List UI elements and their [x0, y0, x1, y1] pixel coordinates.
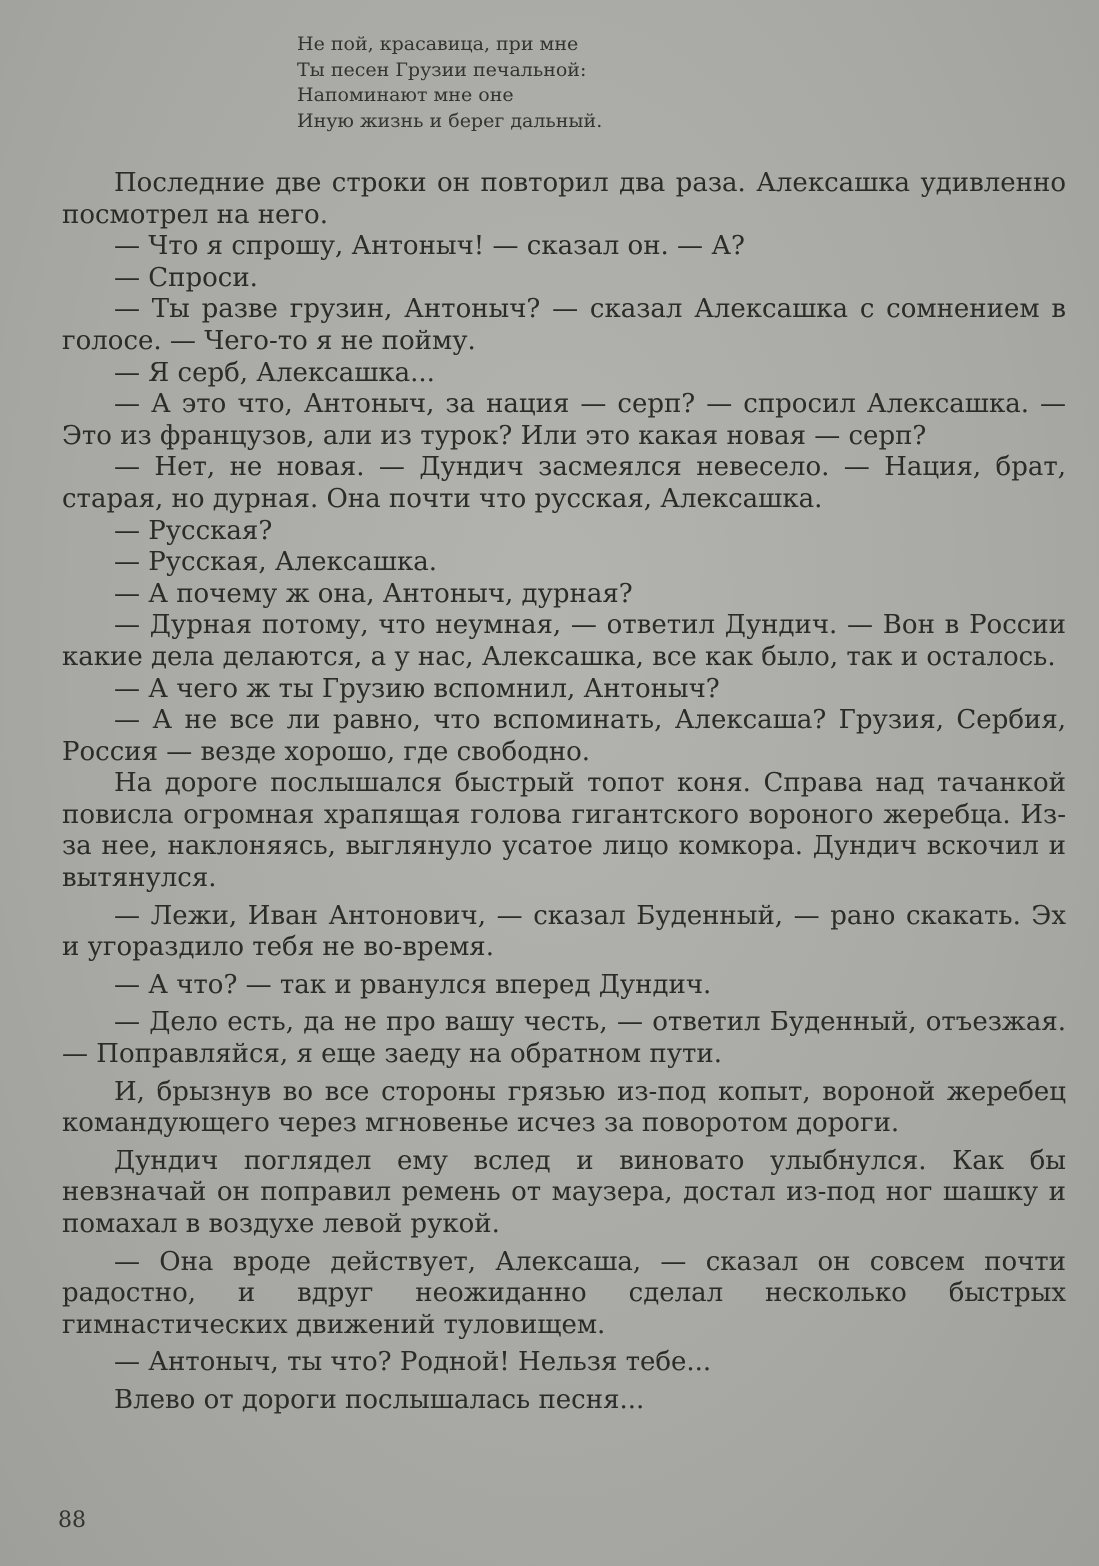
- paragraph: — Русская?: [114, 515, 273, 546]
- paragraph: — А что? — так и рванулся вперед Дундич.: [114, 969, 712, 1000]
- paragraph: — Дело есть, да не про вашу честь, — ответил Буденный, отъезжая. — Поправляйся, я еще заеду на обратном пути.: [62, 1007, 1066, 1070]
- paragraph: — А не все ли равно, что вспоминать, Алексаша? Грузия, Сербия, Россия — везде хорошо, где свободно.: [62, 705, 1066, 767]
- page-number: 88: [58, 1508, 86, 1533]
- paragraph: — А почему ж она, Антоныч, дурная?: [114, 578, 633, 609]
- paragraph: Влево от дороги послышалась песня...: [114, 1384, 645, 1415]
- paragraph: — Нет, не новая. — Дундич засмеялся невесело. — Нация, брат, старая, но дурная. Она почти что русская, Алексашка.: [62, 452, 1066, 514]
- paragraph: — Дурная потому, что неумная, — ответил Дундич. — Вон в России какие дела делаются, а у нас, Алексашка, все как было, так и осталось.: [62, 610, 1066, 672]
- paragraph: — Русская, Алексашка.: [114, 547, 437, 578]
- poem-epigraph: [297, 32, 757, 134]
- paragraph: — Лежи, Иван Антонович, — сказал Буденный, — рано скакать. Эх и угораздило тебя не во-время.: [62, 900, 1066, 963]
- paragraph: — Спроси.: [114, 262, 258, 293]
- paragraph: — А чего ж ты Грузию вспомнил, Антоныч?: [114, 673, 720, 704]
- paragraph: И, брызнув во все стороны грязью из-под копыт, вороной жеребец командующего через мгновенье исчез за поворотом дороги.: [62, 1076, 1066, 1139]
- paragraph: — Ты разве грузин, Антоныч? — сказал Алексашка с сомнением в голосе. — Чего-то я не пойму.: [62, 294, 1066, 356]
- poem-line: Напоминают мне оне: [297, 84, 514, 106]
- paragraph: Последние две строки он повторил два раза. Алексашка удивленно посмотрел на него.: [62, 168, 1066, 230]
- paragraph: Дундич поглядел ему вслед и виновато улыбнулся. Как бы невзначай он поправил ремень от маузера, достал из-под ног шашку и помахал в воздухе левой рукой.: [62, 1145, 1066, 1239]
- paragraph: — Я серб, Алексашка...: [114, 357, 435, 388]
- paragraph: — А это что, Антоныч, за нация — серп? — спросил Алексашка. — Это из французов, али из турок? Или это какая новая — серп?: [62, 389, 1066, 451]
- paragraph: — Она вроде действует, Алексаша, — сказал он совсем почти радостно, и вдруг неожиданно сделал несколько быстрых гимнастических движений туловищем.: [62, 1246, 1066, 1340]
- poem-line: Не пой, красавица, при мне: [297, 33, 579, 55]
- poem-line: Иную жизнь и берег дальный.: [297, 109, 603, 132]
- main-text: [62, 168, 1066, 1417]
- poem-line: Ты песен Грузии печальной:: [297, 58, 587, 81]
- paragraph: — Что я спрошу, Антоныч! — сказал он. — А?: [114, 231, 745, 262]
- paragraph: — Антоныч, ты что? Родной! Нельзя тебе...: [114, 1347, 712, 1378]
- paragraph: На дороге послышался быстрый топот коня. Справа над тачанкой повисла огромная храпящая голова гигантского вороного жеребца. Из-за нее, наклоняясь, выглянуло усатое лицо комкора. Дундич вскочил и вытянулся.: [62, 768, 1066, 894]
